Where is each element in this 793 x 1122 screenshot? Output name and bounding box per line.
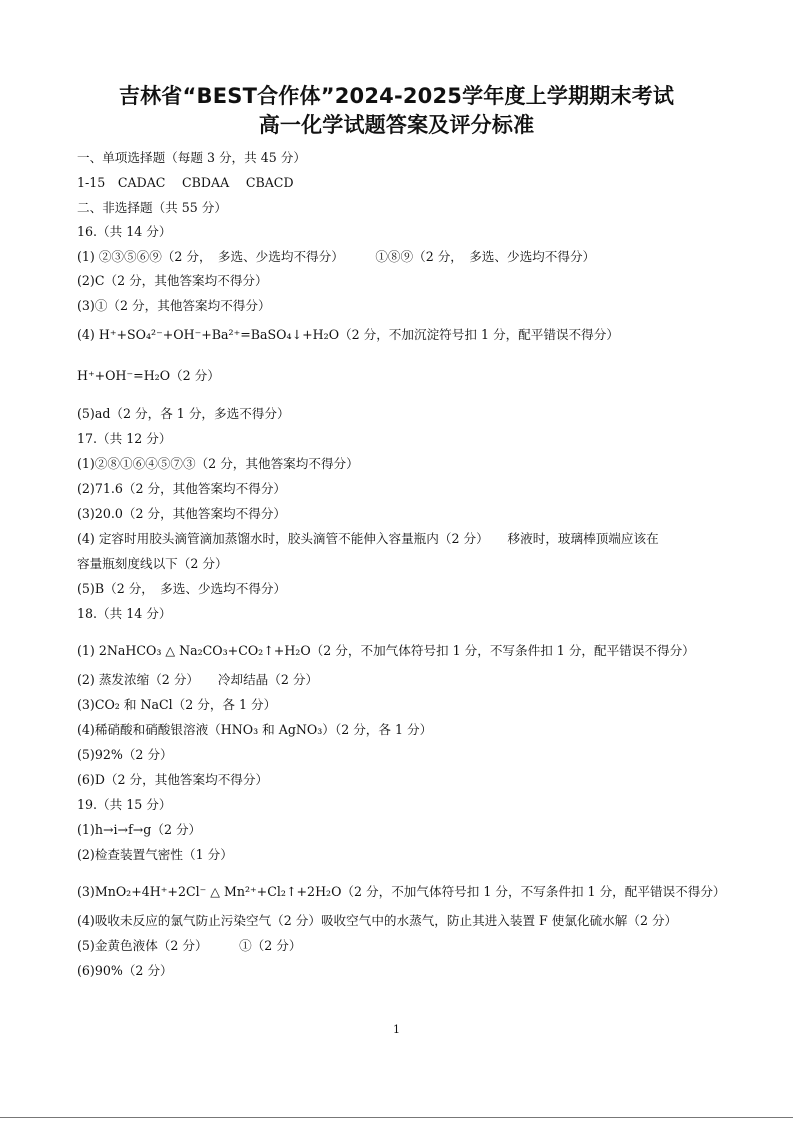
q16-heading: 16.（共 14 分） (77, 224, 172, 239)
q16-part1: (1) ②③⑤⑥⑨（2 分， 多选、少选均不得分） ①⑧⑨（2 分， 多选、少选均不得分） (77, 249, 596, 264)
q17-part4: (4) 定容时用胶头滴管滴加蒸馏水时，胶头滴管不能伸入容量瓶内（2 分） 移液时，玻璃棒顶端应该在 (77, 531, 659, 546)
q17-part2: (2)71.6（2 分，其他答案均不得分） (77, 481, 287, 496)
q19-part3-equation: (3)MnO₂+4H⁺+2Cl⁻ △ Mn²⁺+Cl₂↑+2H₂O（2 分，不加气体符号扣 1 分，不写条件扣 1 分，配平错误不得分） (77, 884, 726, 899)
q18-heading: 18.（共 14 分） (77, 606, 172, 621)
q17-part1: (1)②⑧①⑥④⑤⑦③（2 分，其他答案均不得分） (77, 456, 359, 471)
q18-part6: (6)D（2 分，其他答案均不得分） (77, 772, 269, 787)
q18-part4: (4)稀硝酸和硝酸银溶液（HNO₃ 和 AgNO₃）（2 分，各 1 分） (77, 722, 433, 737)
q17-part3: (3)20.0（2 分，其他答案均不得分） (77, 506, 287, 521)
q19-part5: (5)金黄色液体（2 分） ①（2 分） (77, 938, 302, 953)
q18-part2: (2) 蒸发浓缩（2 分） 冷却结晶（2 分） (77, 672, 319, 687)
q18-part1-equation: (1) 2NaHCO₃ △ Na₂CO₃+CO₂↑+H₂O（2 分，不加气体符号扣 1 分，不写条件扣 1 分，配平错误不得分） (77, 643, 695, 658)
q16-part4-ionic: H⁺+OH⁻=H₂O（2 分） (77, 368, 220, 383)
page-number: 1 (393, 1023, 400, 1036)
q19-part1: (1)h→i→f→g（2 分） (77, 822, 202, 837)
section-1-heading: 一、单项选择题（每题 3 分，共 45 分） (77, 150, 306, 165)
document-title: 吉林省“BEST合作体”2024-2025学年度上学期期末考试 (118, 84, 675, 108)
q18-part5: (5)92%（2 分） (77, 747, 173, 762)
q16-part4-equation: (4) H⁺+SO₄²⁻+OH⁻+Ba²⁺=BaSO₄↓+H₂O（2 分，不加沉淀符号扣 1 分，配平错误不得分） (77, 327, 619, 342)
q17-heading: 17.（共 12 分） (77, 431, 172, 446)
q16-part3: (3)①（2 分，其他答案均不得分） (77, 298, 271, 313)
q19-part2: (2)检查装置气密性（1 分） (77, 847, 233, 862)
q16-part5: (5)ad（2 分，各 1 分，多选不得分） (77, 406, 290, 421)
q19-part6: (6)90%（2 分） (77, 963, 173, 978)
q19-part4: (4)吸收未反应的氯气防止污染空气（2 分）吸收空气中的水蒸气，防止其进入装置 F 使氯化硫水解（2 分） (77, 913, 678, 928)
choice-answers: 1-15 CADAC CBDAA CBACD (77, 175, 294, 190)
page-bottom-rule (0, 1117, 793, 1118)
q17-part4-cont: 容量瓶刻度线以下（2 分） (77, 556, 228, 571)
section-2-heading: 二、非选择题（共 55 分） (77, 200, 227, 215)
q17-part5: (5)B（2 分， 多选、少选均不得分） (77, 581, 287, 596)
q16-part2: (2)C（2 分，其他答案均不得分） (77, 273, 268, 288)
document-subtitle: 高一化学试题答案及评分标准 (258, 113, 535, 137)
q18-part3: (3)CO₂ 和 NaCl（2 分，各 1 分） (77, 697, 277, 712)
q19-heading: 19.（共 15 分） (77, 797, 172, 812)
